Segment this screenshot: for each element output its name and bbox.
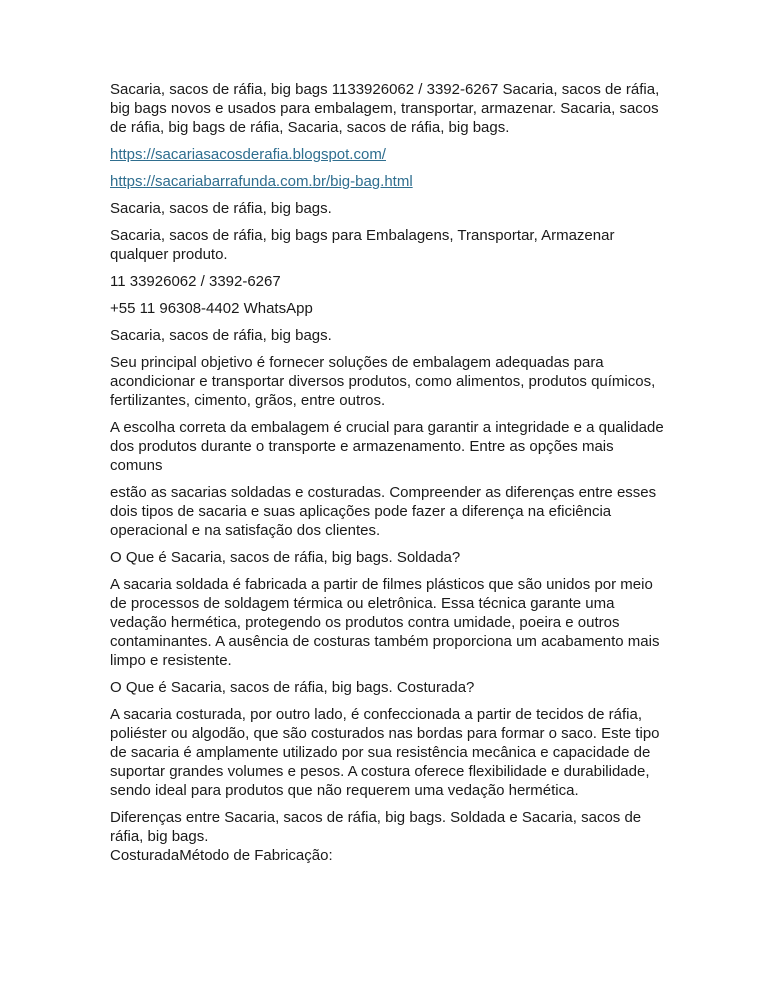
document-page bbox=[110, 80, 670, 873]
types-paragraph: estão as sacarias soldadas e costuradas. Compreender as diferenças entre esses dois tipos de sacaria e suas aplicações pode fazer a diferença na eficiência operacional e na satisfação dos clientes. bbox=[110, 484, 657, 539]
differences-paragraph: Diferenças entre Sacaria, sacos de ráfia, big bags. Soldada e Sacaria, sacos de ráfia, big bags. bbox=[110, 809, 642, 845]
description-paragraph: Sacaria, sacos de ráfia, big bags para Embalagens, Transportar, Armazenar qualquer produto. bbox=[110, 227, 615, 263]
objective-paragraph: Seu principal objetivo é fornecer soluções de embalagem adequadas para acondicionar e transportar diversos produtos, como alimentos, produtos químicos, fertilizantes, cimento, grãos, entre outros. bbox=[110, 354, 656, 409]
blog-link[interactable]: https://sacariasacosderafia.blogspot.com/ bbox=[110, 146, 386, 163]
intro-paragraph: Sacaria, sacos de ráfia, big bags 1133926062 / 3392-6267 Sacaria, sacos de ráfia, big bags novos e usados para embalagem, transportar, armazenar. Sacaria, sacos de ráfia, big bags de ráfia, Sacaria, sacos de ráfia, big bags. bbox=[110, 81, 660, 136]
whatsapp-paragraph: +55 11 96308-4402 WhatsApp bbox=[110, 300, 313, 317]
question-costurada: O Que é Sacaria, sacos de ráfia, big bags. Costurada? bbox=[110, 679, 475, 696]
costurada-paragraph: A sacaria costurada, por outro lado, é confeccionada a partir de tecidos de ráfia, poliéster ou algodão, que são costurados nas bordas para formar o saco. Este tipo de sacaria é amplamente utilizado por sua resistência mecânica e capacidade de suportar grandes volumes e pesos. A costura oferece flexibilidade e durabilidade, sendo ideal para produtos que não requerem uma vedação hermética. bbox=[110, 706, 660, 799]
site-link[interactable]: https://sacariabarrafunda.com.br/big-bag.html bbox=[110, 173, 413, 190]
question-soldada: O Que é Sacaria, sacos de ráfia, big bags. Soldada? bbox=[110, 549, 461, 566]
soldada-paragraph: A sacaria soldada é fabricada a partir de filmes plásticos que são unidos por meio de processos de soldagem térmica ou eletrônica. Essa técnica garante uma vedação hermética, protegendo os produtos contra umidade, poeira e outros contaminantes. A ausência de costuras também proporciona um acabamento mais limpo e resistente. bbox=[110, 576, 660, 669]
method-paragraph: CosturadaMétodo de Fabricação: bbox=[110, 847, 333, 864]
phone-paragraph: 11 33926062 / 3392-6267 bbox=[110, 273, 281, 290]
heading-paragraph: Sacaria, sacos de ráfia, big bags. bbox=[110, 200, 332, 217]
heading-paragraph-2: Sacaria, sacos de ráfia, big bags. bbox=[110, 327, 332, 344]
choice-paragraph: A escolha correta da embalagem é crucial para garantir a integridade e a qualidade dos produtos durante o transporte e armazenamento. Entre as opções mais comuns bbox=[110, 419, 664, 474]
site-link-paragraph bbox=[110, 172, 670, 191]
blog-link-paragraph bbox=[110, 145, 670, 164]
